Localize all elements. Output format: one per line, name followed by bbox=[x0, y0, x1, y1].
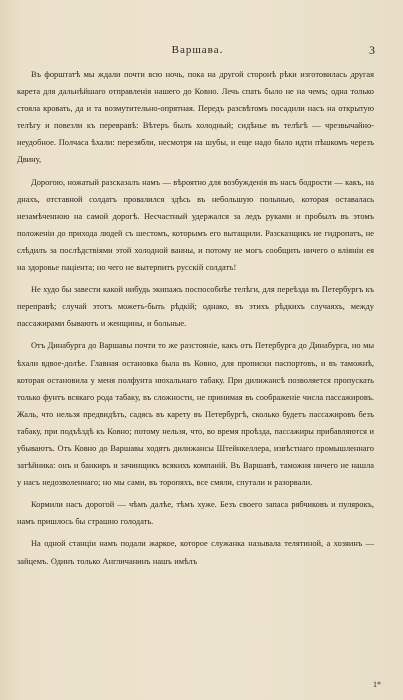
running-title: Варшава. bbox=[171, 44, 224, 56]
paragraph: Не худо бы завести какой нибудь экипажъ поспособнѣе телѣги, для переѣзда въ Петербургъ къ переправѣ; случай этотъ можетъ-быть рѣдкій; однако, въ этихъ рѣдкихъ случаяхъ, между пассажирами бываютъ и женщины, и больные. bbox=[17, 285, 374, 329]
signature-mark: 1* bbox=[373, 680, 381, 689]
paragraph: Кормили насъ дорогой — чѣмъ далѣе, тѣмъ хуже. Безъ своего запаса рябчиковъ и пулярокъ, намъ пришлось бы страшно голодать. bbox=[17, 500, 374, 527]
paragraph: Дорогою, ножатый разсказалъ намъ — вѣроятно для возбужденія въ насъ бодрости — какъ, на днахъ, отставной солдатъ провалился здѣсь въ небольшую полынью, которая оставалась незамѣченною на самой дорогѣ. Несчастный удержался за ледъ руками и пробылъ въ этомъ положеніи до прихода людей съ шестомъ, которымъ его вытащили. Разсказщикъ не гидропатъ, не слѣдилъ за послѣдствіями этой холодной ванны, и потому не могъ сообщить ничего о вліяніи ея на здоровье паціента; но чего не вытерпитъ русскій солдатъ! bbox=[17, 177, 374, 273]
paragraph: На одной станціи намъ подали жаркое, которое служанка называла телятиной, а хозяинъ — зайцемъ. Одинъ только Англичанинъ нашъ имѣлъ bbox=[17, 539, 374, 566]
page-header bbox=[20, 44, 375, 60]
body-text bbox=[17, 66, 374, 575]
paragraph: Отъ Динабурга до Варшавы почти то же разстояніе, какъ отъ Петербурга до Динабурга, но мы ѣхали вдвое-долѣе. Главная остановка была въ Ковно, для прописки паспортовъ, и въ таможнѣ, которая остановила у меня полфунта нюхальнаго табаку. При дилижансѣ позволяется пропускать только фунтъ всякаго рода табаку, въ сложности, не принимая въ соображеніе числа пассажировъ. Жаль, что нельзя предвидѣть, садясь въ карету въ Петербургѣ, сколько будетъ пассажировъ безъ табаку, при подъѣздѣ къ Ковно; потому нельзя, что, во время проѣзда, пассажиры прибавляются и убываютъ. Отъ Ковно до Варшавы ходятъ дилижансы Штейнкеллера, извѣстнаго промышленнаго затѣйника: онъ и банкиръ и зачинщикъ всякихъ компаній. Въ Варшавѣ, таможня ничего не нашла у насъ недозволеннаго; но мы сами, въ торопяхъ, все смяли, спутали и разорвали. bbox=[17, 341, 374, 488]
page-number: 3 bbox=[369, 43, 375, 57]
paragraph: Въ форштатѣ мы ждали почти всю ночь, пока на другой сторонѣ рѣки изготовилась другая карета для дальнѣйшаго отправленія нашего до Ковно. Лечь спать было не на чемъ; одна только стояла кровать, да и та возмутительно-опрятная. Передъ разсвѣтомъ посадили насъ на открытую телѣгу и повезли къ перевравѣ: Вѣтеръ былъ холодный; сидѣнье въ телѣгѣ — чрезвычайно-неудобное. Полчаса ѣхали: перезябли, несмотря на шубы, и еще надо было идти пѣшкомъ черезъ Двину, bbox=[17, 70, 374, 165]
